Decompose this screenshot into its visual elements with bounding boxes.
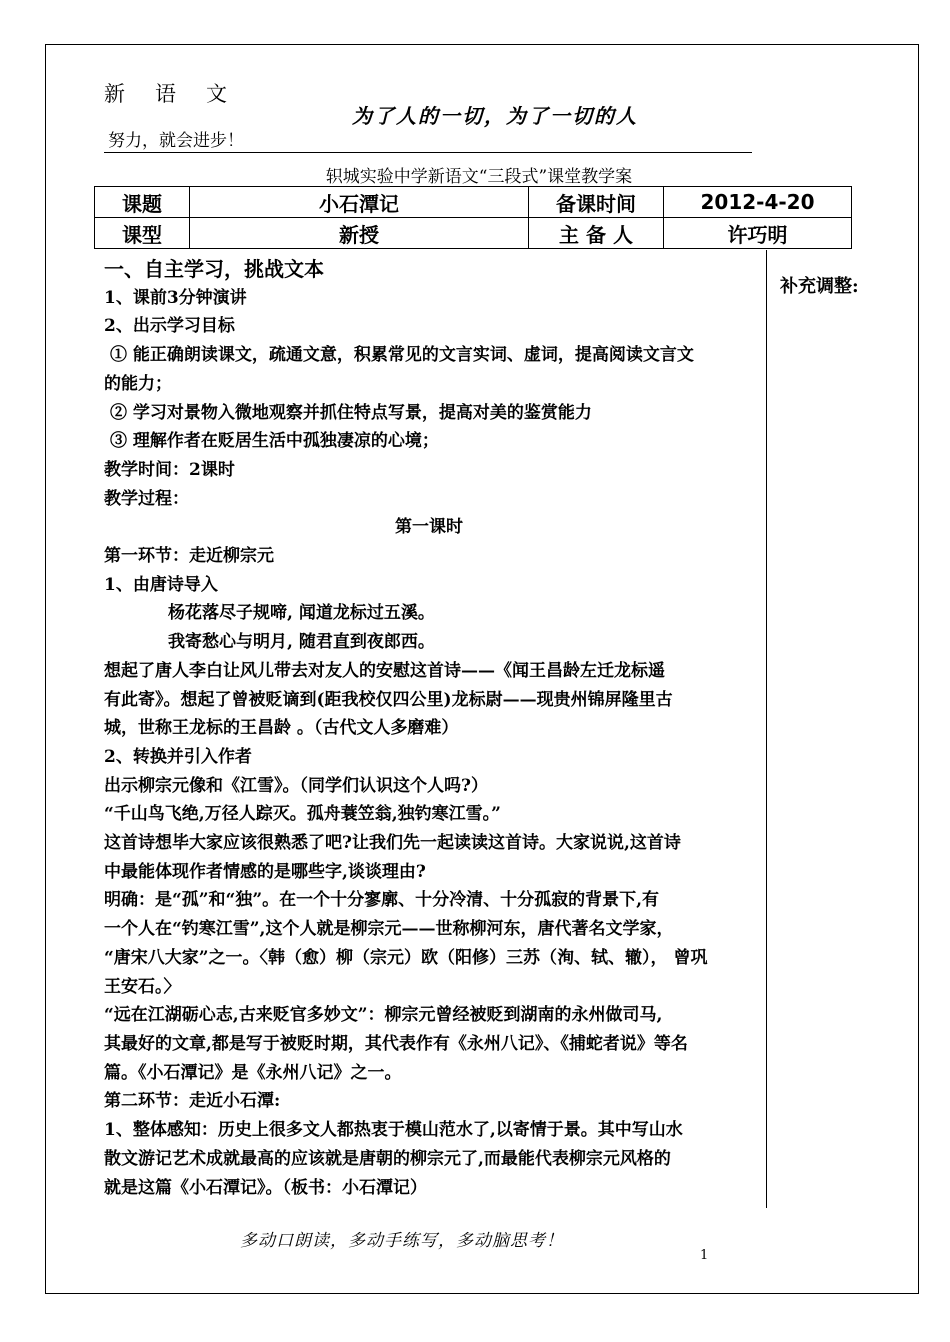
teaching-process: 教学过程：	[104, 488, 189, 509]
footer-slogan: 多动口朗读，多动手练写，多动脑思考！	[240, 1231, 564, 1251]
topic-label: 课题	[95, 187, 190, 218]
goal-line: ③ 理解作者在贬居生活中孤独凄凉的心境；	[110, 431, 439, 452]
lesson-info-table	[94, 186, 852, 249]
paragraph-line: 有此寄》。想起了曾被贬谪到(距我校仅四公里)龙标尉——现贵州锦屏隆里古	[104, 689, 673, 710]
paragraph-line: “千山鸟飞绝,万径人踪灭。孤舟蓑笠翁,独钓寒江雪。”	[104, 804, 501, 825]
paragraph-line: 其最好的文章,都是写于被贬时期，其代表作有《永州八记》、《捕蛇者说》等名	[104, 1033, 688, 1054]
list-item: 1、课前3分钟演讲	[104, 287, 247, 308]
paragraph-line: 想起了唐人李白让风儿带去对友人的安慰这首诗——《闻王昌龄左迁龙标遥	[104, 660, 665, 681]
poem-line: 杨花落尽子规啼, 闻道龙标过五溪。	[168, 603, 435, 624]
prep-time-value: 2012-4-20	[664, 187, 852, 218]
paragraph-line: “唐宋八大家”之一。〈韩（愈）柳（宗元）欧（阳修）三苏（洵、轼、辙）， 曾巩	[104, 947, 708, 968]
paragraph-line: 散文游记艺术成就最高的应该就是唐朝的柳宗元了,而最能代表柳宗元风格的	[104, 1148, 671, 1169]
list-item: 1、由唐诗导入	[104, 574, 218, 595]
brand-name: 新语文	[104, 82, 257, 106]
info-row-1	[95, 187, 852, 218]
paragraph-line: 中最能体现作者情感的是哪些字,谈谈理由?	[104, 861, 426, 882]
header-motto: 为了人的一切，为了一切的人	[352, 104, 638, 128]
lesson-title: 第一课时	[395, 517, 463, 538]
paragraph-line: “远在江湖砺心志,古来贬官多妙文”：柳宗元曾经被贬到湖南的永州做司马,	[104, 1005, 663, 1026]
list-item: 2、转换并引入作者	[104, 746, 252, 767]
type-value: 新授	[190, 218, 529, 249]
paragraph-line: 城，世称王龙标的王昌龄 。（古代文人多磨难）	[104, 718, 459, 739]
paragraph-line: 一个人在“钓寒江雪”,这个人就是柳宗元——世称柳河东，唐代著名文学家，	[104, 919, 674, 940]
paragraph-line: 出示柳宗元像和《江雪》。（同学们认识这个人吗?）	[104, 775, 488, 796]
prep-time-label: 备课时间	[529, 187, 664, 218]
step-heading: 第二环节：走近小石潭:	[104, 1091, 281, 1112]
sidebar-divider	[766, 250, 767, 1208]
page-number: 1	[700, 1248, 709, 1263]
goal-line: 的能力；	[104, 373, 172, 394]
paragraph-line: 就是这篇《小石潭记》。（板书：小石潭记）	[104, 1177, 427, 1198]
lesson-content	[104, 255, 754, 1202]
header-divider	[104, 152, 752, 153]
list-item: 2、出示学习目标	[104, 316, 235, 337]
paragraph-line: 1、整体感知：历史上很多文人都热衷于模山范水了,以寄情于景。其中写山水	[104, 1120, 683, 1141]
paragraph-line: 篇。《小石潭记》是《永州八记》之一。	[104, 1062, 402, 1083]
sidebar-label: 补充调整:	[780, 276, 859, 297]
goal-line: ① 能正确朗读课文，疏通文意，积累常见的文言实词、虚词，提高阅读文言文	[110, 345, 694, 366]
teaching-time: 教学时间：2课时	[104, 459, 235, 480]
paragraph-line: 这首诗想毕大家应该很熟悉了吧?让我们先一起读读这首诗。大家说说,这首诗	[104, 833, 681, 854]
section-heading: 一、自主学习，挑战文本	[104, 257, 324, 281]
step-heading: 第一环节：走近柳宗元	[104, 546, 274, 567]
document-title: 轵城实验中学新语文“三段式”课堂教学案	[325, 167, 633, 187]
preparer-value: 许巧明	[664, 218, 852, 249]
topic-value: 小石潭记	[190, 187, 529, 218]
preparer-label: 主 备 人	[529, 218, 664, 249]
paragraph-line: 明确：是“孤”和“独”。在一个十分寥廓、十分冷清、十分孤寂的背景下,有	[104, 890, 660, 911]
paragraph-line: 王安石。〉	[104, 976, 181, 997]
header-slogan: 努力，就会进步！	[108, 131, 244, 151]
type-label: 课型	[95, 218, 190, 249]
info-row-2	[95, 218, 852, 249]
goal-line: ② 学习对景物入微地观察并抓住特点写景，提高对美的鉴赏能力	[110, 402, 592, 423]
poem-line: 我寄愁心与明月, 随君直到夜郎西。	[168, 632, 435, 653]
